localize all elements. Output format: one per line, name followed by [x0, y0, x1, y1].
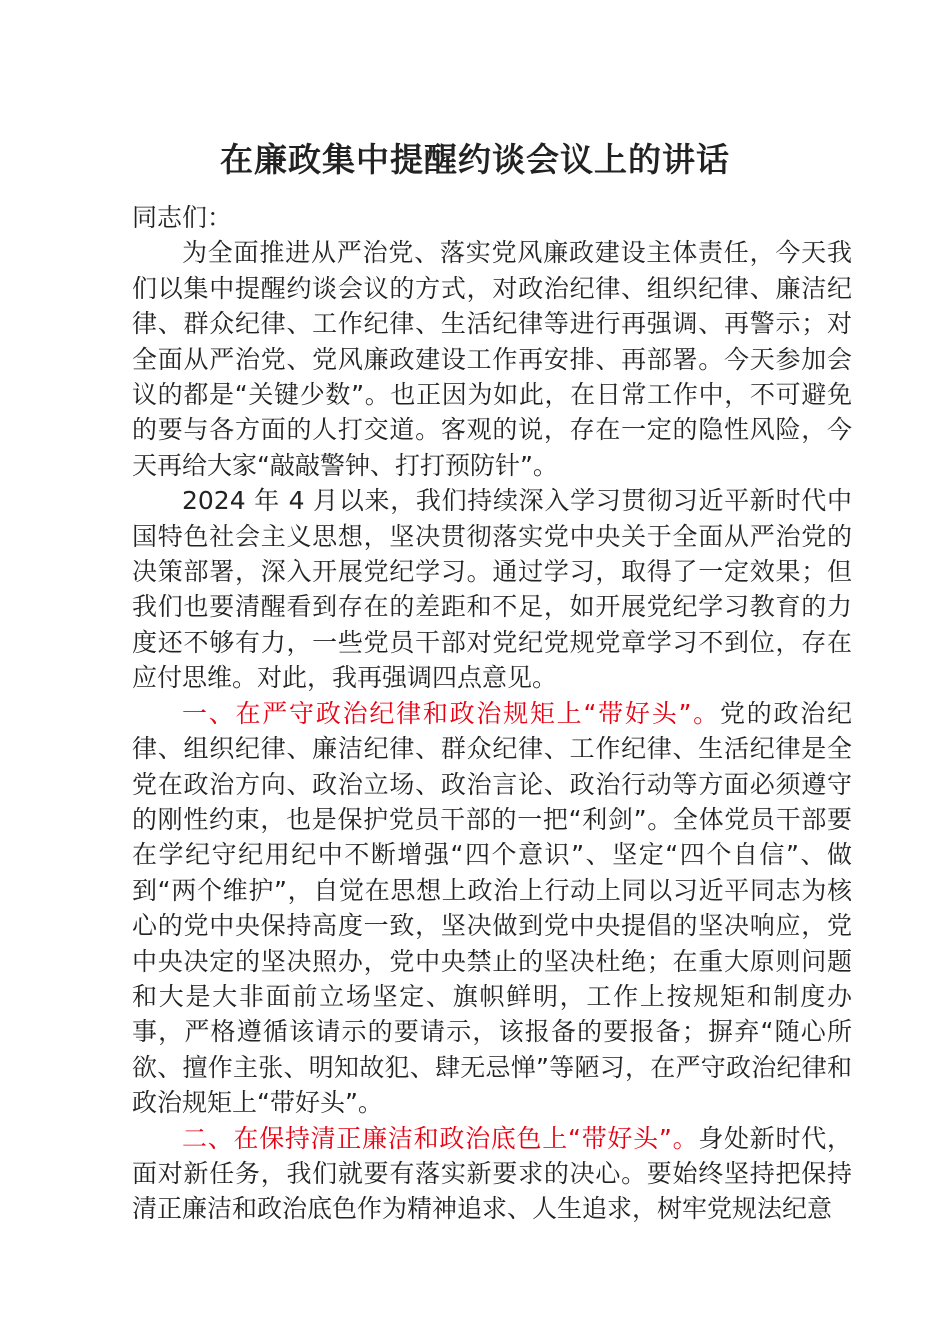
salutation: 同志们： [132, 203, 233, 232]
section-heading-two: 二、在保持清正廉洁和政治底色上“带好头”。 [182, 1123, 699, 1153]
document-body [132, 200, 852, 1227]
paragraph-text: 身处新时代，面对新任务，我们就要有落实新要求的决心。要始终坚持把保持清正廉洁和政治底色作为精神追求、人生追求，树牢党规法纪意 [132, 1123, 852, 1224]
paragraph-text: 党的政治纪律、组织纪律、廉洁纪律、群众纪律、工作纪律、生活纪律是全党在政治方向、政治立场、政治言论、政治行动等方面必须遵守的刚性约束，也是保护党员干部的一把“利剑”。全体党员干部要在学纪守纪用纪中不断增强“四个意识”、坚定“四个自信”、做到“两个维护”，自觉在思想上政治上行动上同以习近平同志为核心的党中央保持高度一致，坚决做到党中央提倡的坚决响应，党中央决定的坚决照办，党中央禁止的坚决杜绝；在重大原则问题和大是大非面前立场坚定、旗帜鲜明，工作上按规矩和制度办事，严格遵循该请示的要请示，该报备的要报备；摒弃“随心所欲、擅作主张、明知故犯、肆无忌惮”等陋习，在严守政治纪律和政治规矩上“带好头”。 [132, 698, 852, 1118]
section-heading-one: 一、在严守政治纪律和政治规矩上“带好头”。 [182, 698, 720, 728]
paragraph-text: 为全面推进从严治党、落实党风廉政建设主体责任，今天我们以集中提醒约谈会议的方式，对政治纪律、组织纪律、廉洁纪律、群众纪律、工作纪律、生活纪律等进行再强调、再警示；对全面从严治党、党风廉政建设工作再安排、再部署。今天参加会议的都是“关键少数”。也正因为如此，在日常工作中，不可避免的要与各方面的人打交道。客观的说，存在一定的隐性风险，今天再给大家“敲敲警钟、打打预防针”。 [132, 238, 852, 480]
paragraph-text: 2024 年 4 月以来，我们持续深入学习贯彻习近平新时代中国特色社会主义思想，坚决贯彻落实党中央关于全面从严治党的决策部署，深入开展党纪学习。通过学习，取得了一定效果；但我们也要清醒看到存在的差距和不足，如开展党纪学习教育的力度还不够有力，一些党员干部对党纪党规党章学习不到位，存在应付思维。对此，我再强调四点意见。 [132, 486, 852, 693]
paragraph-point-two [132, 1121, 852, 1227]
document-title: 在廉政集中提醒约谈会议上的讲话 [220, 140, 730, 179]
paragraph-intro [132, 235, 852, 483]
paragraph-point-one [132, 696, 852, 1121]
paragraph-background [132, 483, 852, 695]
